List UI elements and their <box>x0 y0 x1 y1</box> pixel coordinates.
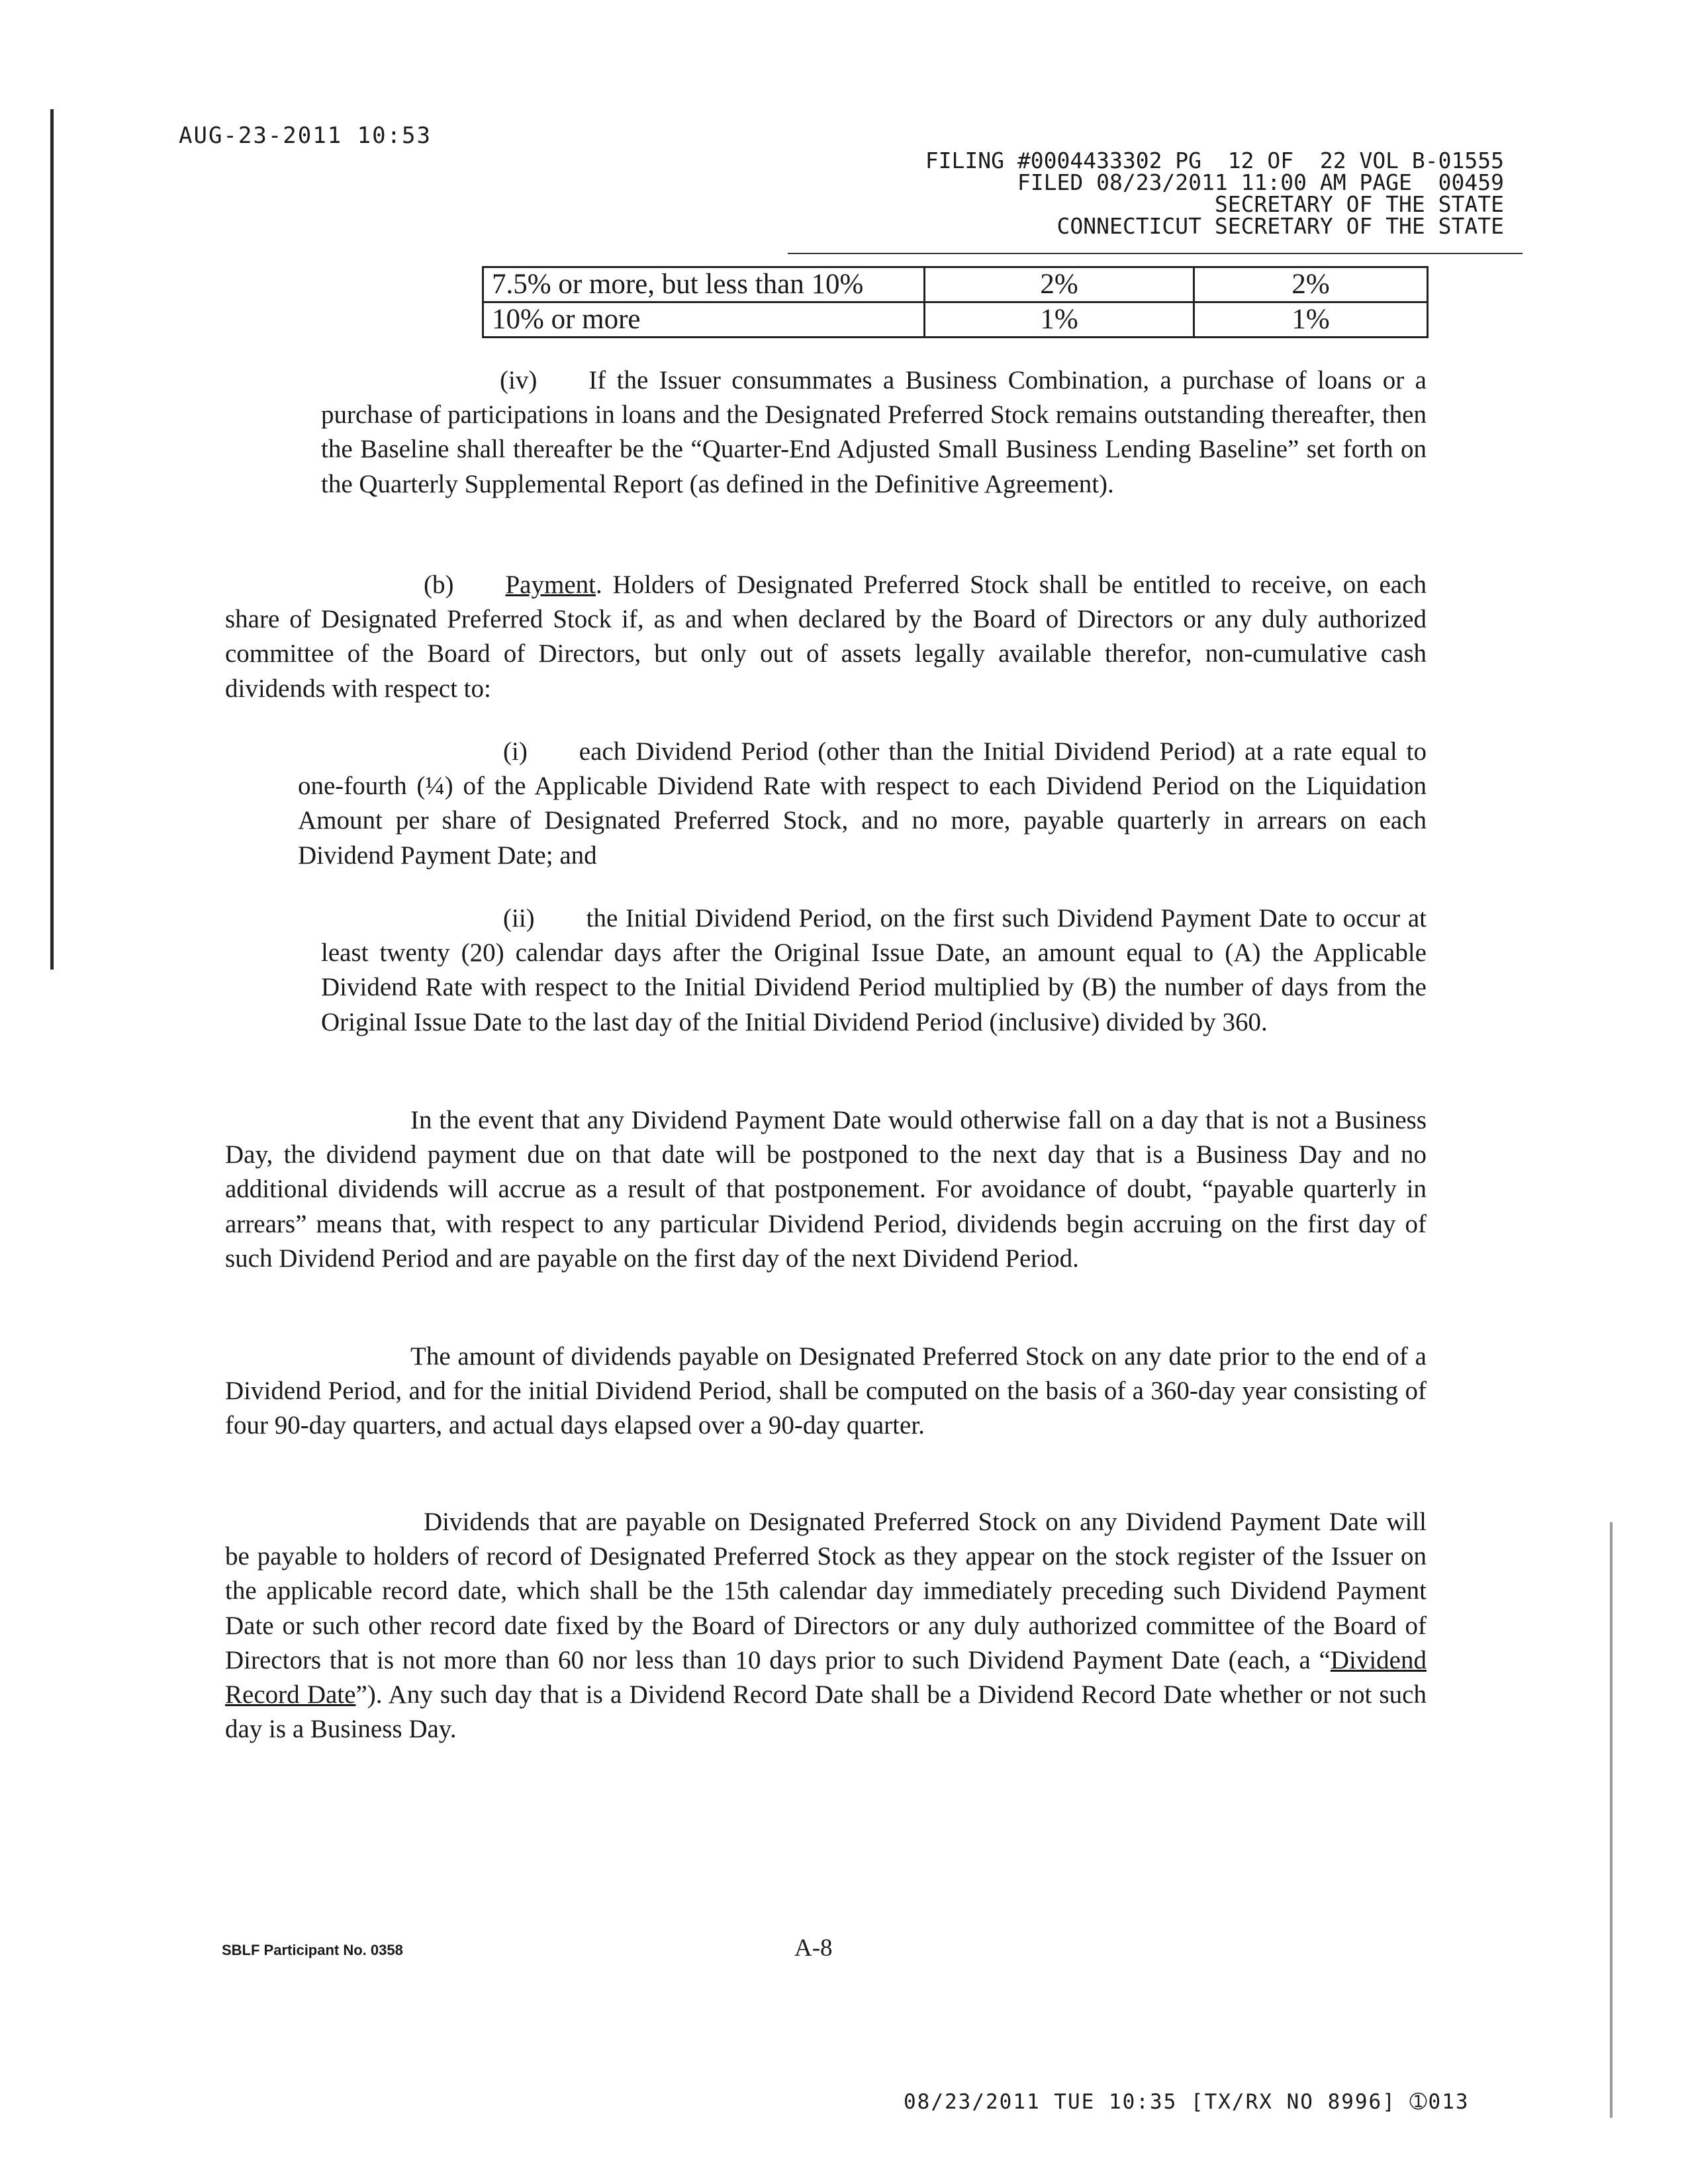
scan-edge-mark <box>50 109 54 970</box>
paragraph-i: (i) each Dividend Period (other than the Initial Dividend Period) at a rate equal to one-fourth (¼) of the Applicable Dividend Rate with respect to each Dividend Period on the Liquidation Amount per share of Designated Preferred Stock, and no more, payable quarterly in arrears on each Dividend Payment Date; and <box>298 737 1427 870</box>
filing-stamp-line: CONNECTICUT SECRETARY OF THE STATE <box>1056 213 1504 239</box>
page-number: A-8 <box>794 1934 833 1962</box>
filing-stamp-line: FILED 08/23/2011 11:00 AM PAGE 00459 <box>1017 169 1504 195</box>
filing-stamp <box>835 150 1504 237</box>
paragraph-ii: (ii) the Initial Dividend Period, on the first such Dividend Payment Date to occur at least twenty (20) calendar days after the Original Issue Date, an amount equal to (A) the Applicable Dividend Rate with respect to the Initial Dividend Period multiplied by (B) the number of days from the Original Issue Date to the last day of the Initial Dividend Period (inclusive) divided by 360. <box>321 904 1427 1036</box>
paragraph-record-text: ”). Any such day that is a Dividend Record Date shall be a Dividend Record Date whether or not such day is a Business Day. <box>225 1680 1427 1744</box>
paragraph-record-date <box>225 1505 1427 1747</box>
paragraph-record-text: Dividends that are payable on Designated Preferred Stock on any Dividend Payment Date will be payable to holders of record of Designated Preferred Stock as they appear on the stock register of the Issuer on the applicable record date, which shall be the 15th calendar day immediately preceding such Dividend Payment Date or such other record date fixed by the Board of Directors or any duly authorized committee of the Board of Directors that is not more than 60 nor less than 10 days prior to such Dividend Payment Date (each, a “ <box>225 1508 1427 1674</box>
fax-footer: 08/23/2011 TUE 10:35 [TX/RX NO 8996] ➀013 <box>904 2090 1470 2114</box>
fax-header: AUG-23-2011 10:53 <box>179 122 432 149</box>
table-row <box>483 302 1428 338</box>
paragraph-dividend-amount: The amount of dividends payable on Designated Preferred Stock on any date prior to the end of a Dividend Period, and for the initial Dividend Period, shall be computed on the basis of a 360-day year consisting of four 90-day quarters, and actual days elapsed over a 90-day quarter. <box>225 1342 1427 1440</box>
table-cell: 1% <box>925 302 1194 338</box>
table-cell: 10% or more <box>483 302 925 338</box>
paragraph-b-label: (b) <box>424 570 454 599</box>
table-cell: 2% <box>925 267 1194 302</box>
filing-stamp-rule <box>788 253 1523 254</box>
paragraph-b-heading: Payment <box>505 570 596 599</box>
filing-stamp-line: FILING #0004433302 PG 12 OF 22 VOL B-01555 <box>925 148 1504 173</box>
paragraph-dividend-date: In the event that any Dividend Payment Date would otherwise fall on a day that is not a Business Day, the dividend payment due on that date will be postponed to the next day that is a Business Day and no additional dividends will accrue as a result of that postponement. For avoidance of doubt, “payable quarterly in arrears” means that, with respect to any particular Dividend Period, dividends begin accruing on the first day of such Dividend Period and are payable on the first day of the next Dividend Period. <box>225 1106 1427 1273</box>
participant-number: SBLF Participant No. 0358 <box>222 1942 403 1958</box>
paragraph-b-text: . Holders of Designated Preferred Stock shall be entitled to receive, on each share of Designated Preferred Stock if, as and when declared by the Board of Directors or any duly authorized committee of the Board of Directors, but only out of assets legally available therefor, non-cumulative cash dividends with respect to: <box>225 570 1427 703</box>
table-row <box>483 267 1428 302</box>
table-cell: 7.5% or more, but less than 10% <box>483 267 925 302</box>
scan-edge-mark-right <box>1610 1522 1613 2118</box>
rate-table <box>482 266 1429 338</box>
paragraph-b <box>225 568 1427 706</box>
defined-term: Dividend Record Date <box>225 1645 1427 1709</box>
table-cell: 1% <box>1194 302 1428 338</box>
filing-stamp-line: SECRETARY OF THE STATE <box>1214 191 1504 217</box>
table-cell: 2% <box>1194 267 1428 302</box>
paragraph-iv: (iv) If the Issuer consummates a Business Combination, a purchase of loans or a purchase of participations in loans and the Designated Preferred Stock remains outstanding thereafter, then the Baseline shall thereafter be the “Quarter-End Adjusted Small Business Lending Baseline” set forth on the Quarterly Supplemental Report (as defined in the Definitive Agreement). <box>321 366 1427 498</box>
